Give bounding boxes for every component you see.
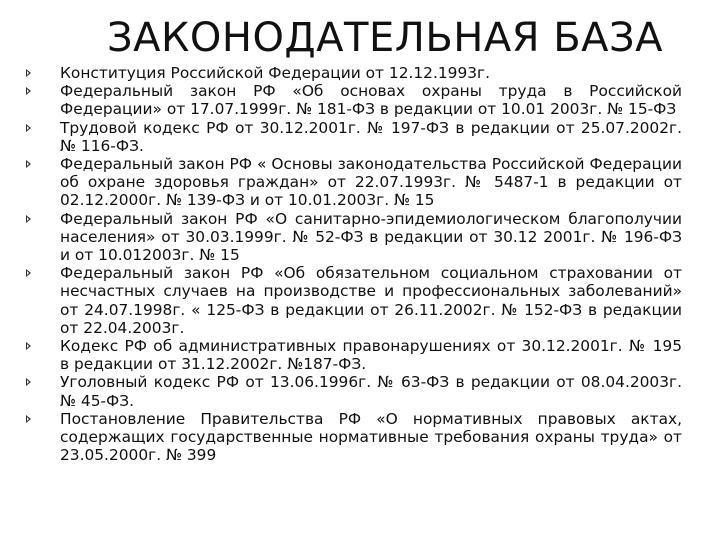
list-item [0,337,720,373]
triangle-bullet-icon [26,378,31,386]
list-item [0,119,720,155]
triangle-bullet-icon [26,87,31,95]
triangle-bullet-icon [26,124,31,132]
list-item-text: Постановление Правительства РФ «О нормативных правовых актах, содержащих государственные нормативные требования охраны труда» от 23.05.2000г. № 399 [60,409,682,465]
list-item-text: Кодекс РФ об административных правонарушениях от 30.12.2001г. № 195 в редакции от 31.12.2002г. №187-ФЗ. [60,337,682,374]
slide-title: ЗАКОНОДАТЕЛЬНАЯ БАЗА [106,15,664,61]
list-item [0,155,720,210]
list-item-text: Федеральный закон РФ «О санитарно-эпидемиологическом благополучии населения» от 30.03.1999г. № 52-ФЗ в редакции от 30.12 2001г. № 196-ФЗ и от 10.012003г. № 15 [60,209,682,265]
list-item-text: Федеральный закон РФ «Об обязательном социальном страховании от несчастных случаев на производстве и профессиональных заболеваний» от 24.07.1998г. « 125-ФЗ в редакции от 26.11.2002г. № 152-ФЗ в редакции от 22.04.2003г. [60,264,682,337]
list-item-text: Конституция Российской Федерации от 12.12.1993г. [60,64,491,82]
list-item [0,373,720,409]
triangle-bullet-icon [26,269,31,277]
list-item [0,210,720,265]
triangle-bullet-icon [26,160,31,168]
triangle-bullet-icon [26,342,31,350]
list-item-text: Трудовой кодекс РФ от 30.12.2001г. № 197-ФЗ в редакции от 25.07.2002г. № 116-ФЗ. [60,118,682,155]
list-item [0,264,720,337]
list-item [0,82,720,118]
triangle-bullet-icon [26,215,31,223]
legislation-list [0,64,720,464]
list-item [0,64,720,82]
list-item-text: Федеральный закон РФ «Об основах охраны труда в Российской Федерации» от 17.07.1999г. № 181-ФЗ в редакции от 10.01 2003г. № 15-ФЗ [60,82,682,119]
triangle-bullet-icon [26,69,31,77]
list-item-text: Уголовный кодекс РФ от 13.06.1996г. № 63-ФЗ в редакции от 08.04.2003г. № 45-ФЗ. [60,373,682,410]
list-item-text: Федеральный закон РФ « Основы законодательства Российской Федерации об охране здоровья граждан» от 22.07.1993г. № 5487-1 в редакции от 02.12.2000г. № 139-ФЗ и от 10.01.2003г. № 15 [60,155,682,210]
list-item [0,410,720,465]
triangle-bullet-icon [26,415,31,423]
